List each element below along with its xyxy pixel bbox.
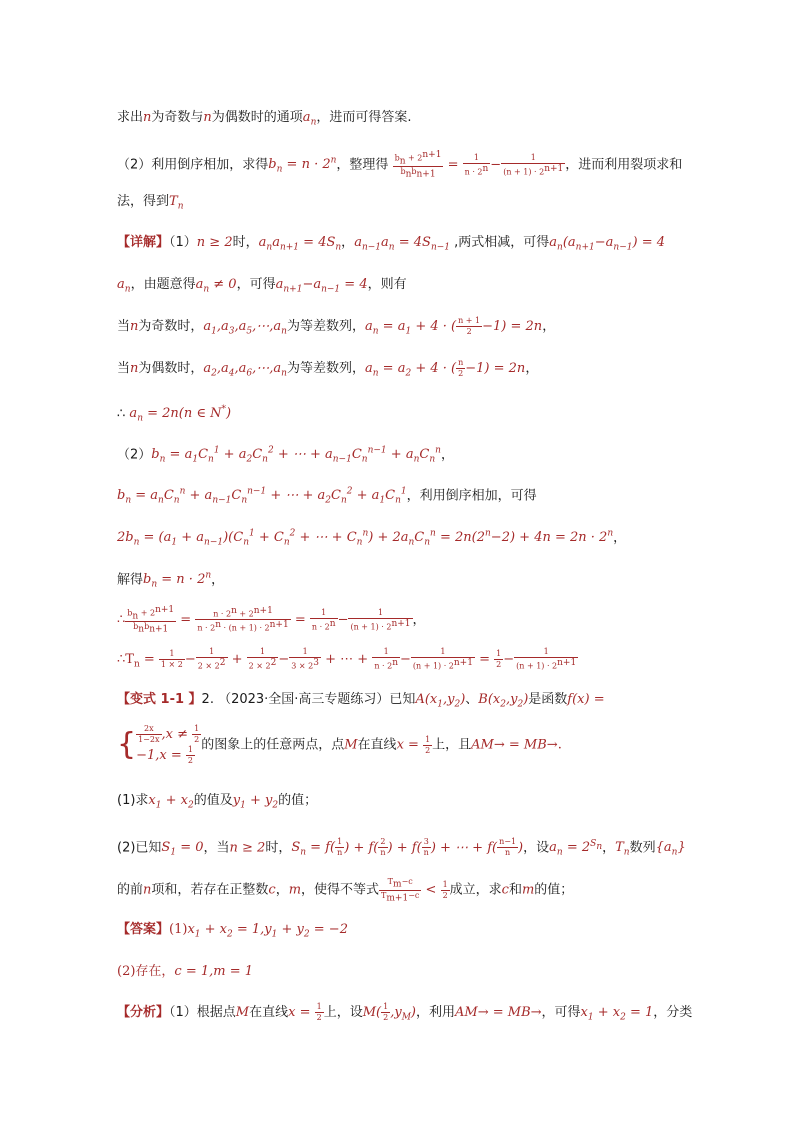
answer-1: 【答案】$(1)x_1 + x_2 = 1,y_1 + y_2 = -2$	[117, 922, 348, 940]
answer-2: (2)存在，c = 1,m = 1	[117, 964, 254, 979]
text-line-11: $2b_n = (a_1 + a_{n-1})(C_n^1 + C_n^2$ + ⋯ + $C_n^n) + 2a_nC_n^n = 2n(2^n-2) + 4n = 2n \cdot 2^n$，	[117, 529, 627, 548]
question-2-cont: 的前n项和，若存在正整数c，m，使得不等式 $\frac{T_m-c}{T_{m+1}-c}$ < $\frac{1}{2}$ 成立，求c和m的值；	[117, 877, 574, 904]
text-line-5: $a_n$，由题意得$a_n \ne 0$，可得$a_{n+1}-a_{n-1} = 4$，则有	[117, 277, 407, 295]
variant-tag: 【变式 1-1 】	[117, 692, 202, 707]
text-line-4: 【详解】（1）n ≥ 2时，$a_na_{n+1} = 4S_n$，$a_{n-1}a_n = 4S_{n-1}$ ,两式相减，可得$a_n(a_{n+1}-a_{n-1}) = 4$	[117, 235, 665, 253]
text-line-12: 解得$b_n = n \cdot 2^n$，	[117, 571, 225, 590]
text-line-10: $b_n = a_nC_n^n + a_{n-1}C_n^{n-1}$ + ⋯ + $a_2C_n^2 + a_1C_n^1$，利用倒序相加，可得	[117, 487, 537, 506]
text-line-7: 当n为偶数时，$a_2,a_4,a_6,\cdots,a_n$为等差数列，$a_n = a_2 + 4$ · ( $\frac{n}{2}$ −1) = 2n，	[117, 358, 539, 379]
variant-header: 【变式 1-1 】2. （2023·全国·高三专题练习）已知$A(x_1,y_2)$、$B(x_2,y_2)$是函数f(x) =	[117, 692, 605, 710]
text-line-13: ∴ $\frac{b_n + 2^{n+1}}{b_nb_{n+1}}$ = $\frac{n \cdot 2^n + 2^{n+1}}{n \cdot 2^n \cdot (n + 1) \cdot 2^{n+1}}$ = $\frac{1}{n \cdot 2^n}$ − $\frac{1}{(n + 1) \cdot 2^{n+1}}$ ，	[117, 605, 426, 635]
text-line-6: 当n为奇数时，$a_1,a_3,a_5,\cdots,a_n$为等差数列，$a_n = a_1 + 4$ · ( $\frac{n + 1}{2}$ −1) = 2n，	[117, 316, 556, 337]
detail-tag: 【详解】	[117, 235, 170, 250]
analysis-line: 【分析】（1）根据点M在直线x = $\frac{1}{2}$ 上，设M( $\frac{1}{2}$ $,y_M$)，利用AM→ = MB→，可得$x_1 + x_2 = 1$，分类	[117, 1002, 693, 1023]
answer-tag: 【答案】	[117, 922, 170, 937]
text-line-8: ∴ $a_n = 2n(n$ ∈ N*)	[117, 405, 232, 424]
analysis-tag: 【分析】	[117, 1005, 170, 1020]
text-line-1: 求出n为奇数与n为偶数时的通项$a_n$，进而可得答案.	[117, 110, 412, 128]
text-line-14: $\therefore T_n$ = $\frac{1}{1 \times 2}$ − $\frac{1}{2 \times 2^2}$ + $\frac{1}{2 \times 2^2}$ − $\frac{1}{3 \times 2^3}$ + ⋯ + $\frac{1}{n \cdot 2^n}$ − $\frac{1}{(n + 1) \cdot 2^{n+1}}$ = $\frac{1}{2}$ − $\frac{1}{(n + 1) \cdot 2^{n+1}}$	[117, 647, 577, 671]
question-1: (1)求$x_1 + x_2$的值及$y_1 + y_2$的值；	[117, 793, 318, 811]
question-2: (2)已知$S_1 = 0$，当n ≥ 2时，$S_n = f$( $\frac{1}{n}$ ) + f( $\frac{2}{n}$ ) + f( $\frac{3}{n}$ ) + ⋯ + f( $\frac{n-1}{n}$ )，设$a_n = 2^{S_n}$，$T_n$数列$\{a_n\}$	[117, 837, 686, 858]
piecewise-function: { $\frac{2x}{1-2x}$ ,x ≠ $\frac{1}{2}$ −1,x = $\frac{1}{2}$ 的图象上的任意两点，点M在直线x = $\frac{1}{2}$ 上，且AM→ = MB→.	[117, 724, 562, 765]
text-line-3: 法，得到$T_n$	[117, 194, 184, 212]
text-line-2: （2）利用倒序相加，求得$b_n = n \cdot 2^n$，整理得 $\frac{b_n + 2^{n+1}}{b_nb_{n+1}}$ = $\frac{1}{n \cdot 2^n}$ − $\frac{1}{(n + 1) \cdot 2^{n+1}}$ ，进而利用裂项求和	[117, 150, 683, 180]
text-line-9: $(2)b_n = a_1C_n^1 + a_2C_n^2$ + ⋯ + $a_{n-1}C_n^{n-1} + a_nC_n^n$，	[117, 446, 454, 465]
